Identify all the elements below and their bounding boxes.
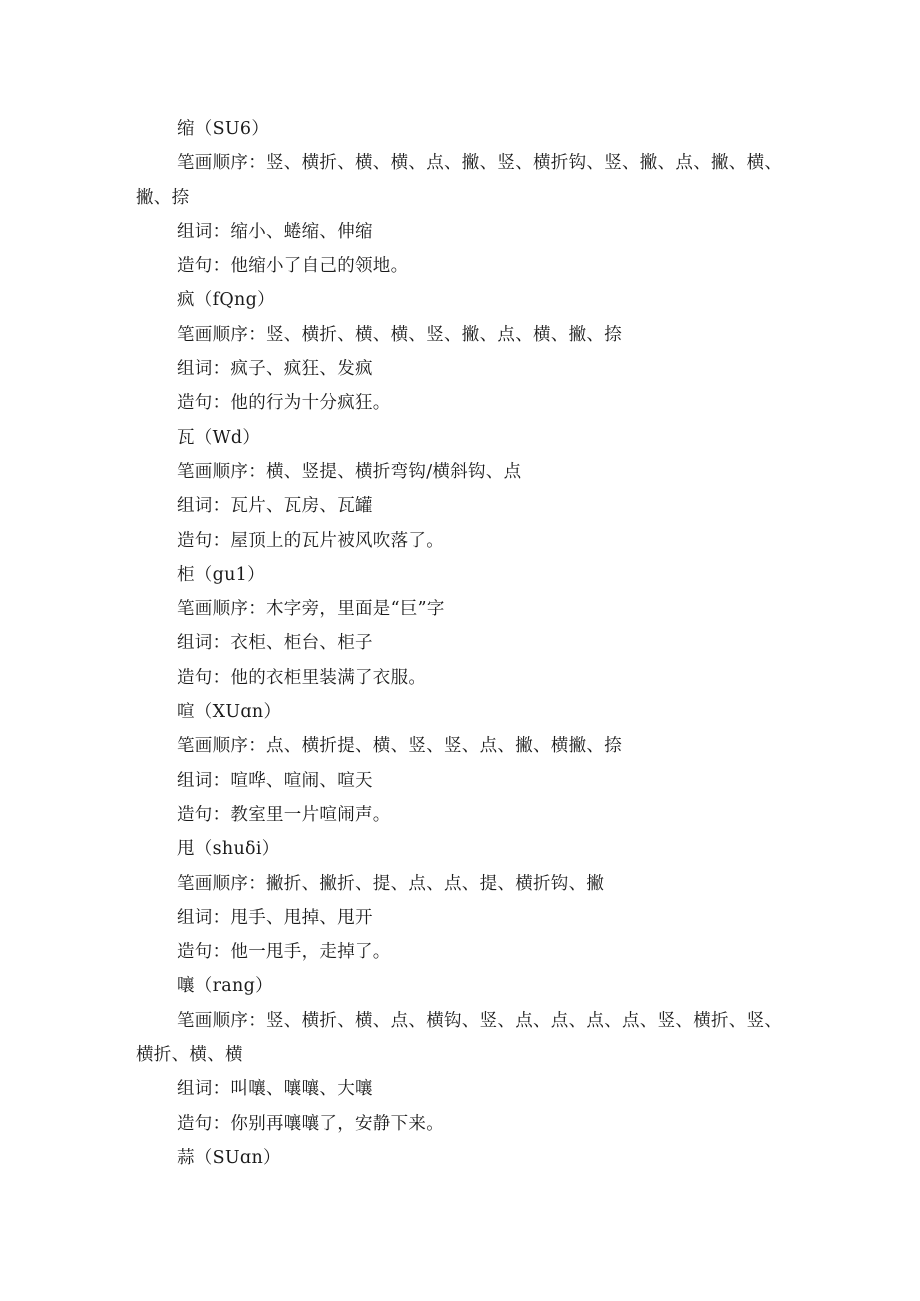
entry-sentence: 造句：他的行为十分疯狂。 [177,393,391,414]
entry-words: 组词：衣柜、柜台、柜子 [177,633,373,654]
entry-sentence: 造句：他的衣柜里装满了衣服。 [177,667,427,688]
entry-heading: 疯（fQng） [177,290,275,311]
entry-heading: 柜（gu1） [177,564,265,585]
entry-heading: 嚷（rang） [177,976,273,997]
entry-words: 组词：叫嚷、嚷嚷、大嚷 [177,1079,373,1100]
entry-words: 组词：瓦片、瓦房、瓦罐 [177,496,373,517]
entry-sentence: 造句：他一甩手，走掉了。 [177,942,391,963]
entry-words: 组词：疯子、疯狂、发疯 [177,359,373,380]
entry-words: 组词：缩小、蜷缩、伸缩 [177,221,373,242]
entry-heading: 缩（SU6） [177,119,270,139]
entry-strokes: 笔画顺序：横、竖提、横折弯钩/横斜钩、点 [177,461,522,482]
entry-words: 组词：喧哗、喧闹、喧天 [177,770,373,791]
entry-strokes: 笔画顺序：竖、横折、横、点、横钩、竖、点、点、点、点、竖、横折、竖、横折、横、横 [136,1010,783,1066]
entry-sentence: 造句：你别再嚷嚷了，安静下来。 [177,1113,444,1134]
entry-strokes: 笔画顺序：竖、横折、横、横、点、撇、竖、横折钩、竖、撇、点、撇、横、撇、捺 [136,153,783,208]
entry-strokes: 笔画顺序：木字旁，里面是“巨”字 [177,599,445,620]
entry-heading: 瓦（Wd） [177,427,261,448]
entry-strokes: 笔画顺序：点、横折提、横、竖、竖、点、撇、横撇、捺 [177,736,622,757]
entry-heading: 甩（shuδi） [177,839,280,860]
entry-sentence: 造句：教室里一片喧闹声。 [177,804,391,825]
entry-sentence: 造句：屋顶上的瓦片被风吹落了。 [177,530,444,551]
entry-sentence: 造句：他缩小了自己的领地。 [177,256,409,277]
document-body [136,112,786,1175]
entry-strokes: 笔画顺序：竖、横折、横、横、竖、撇、点、横、撇、捺 [177,324,622,345]
entry-heading: 喧（XUɑn） [177,702,282,723]
entry-strokes: 笔画顺序：撇折、撇折、提、点、点、提、横折钩、撇 [177,873,605,894]
entry-words: 组词：甩手、甩掉、甩开 [177,907,373,928]
entry-heading: 蒜（SUɑn） [177,1147,281,1168]
